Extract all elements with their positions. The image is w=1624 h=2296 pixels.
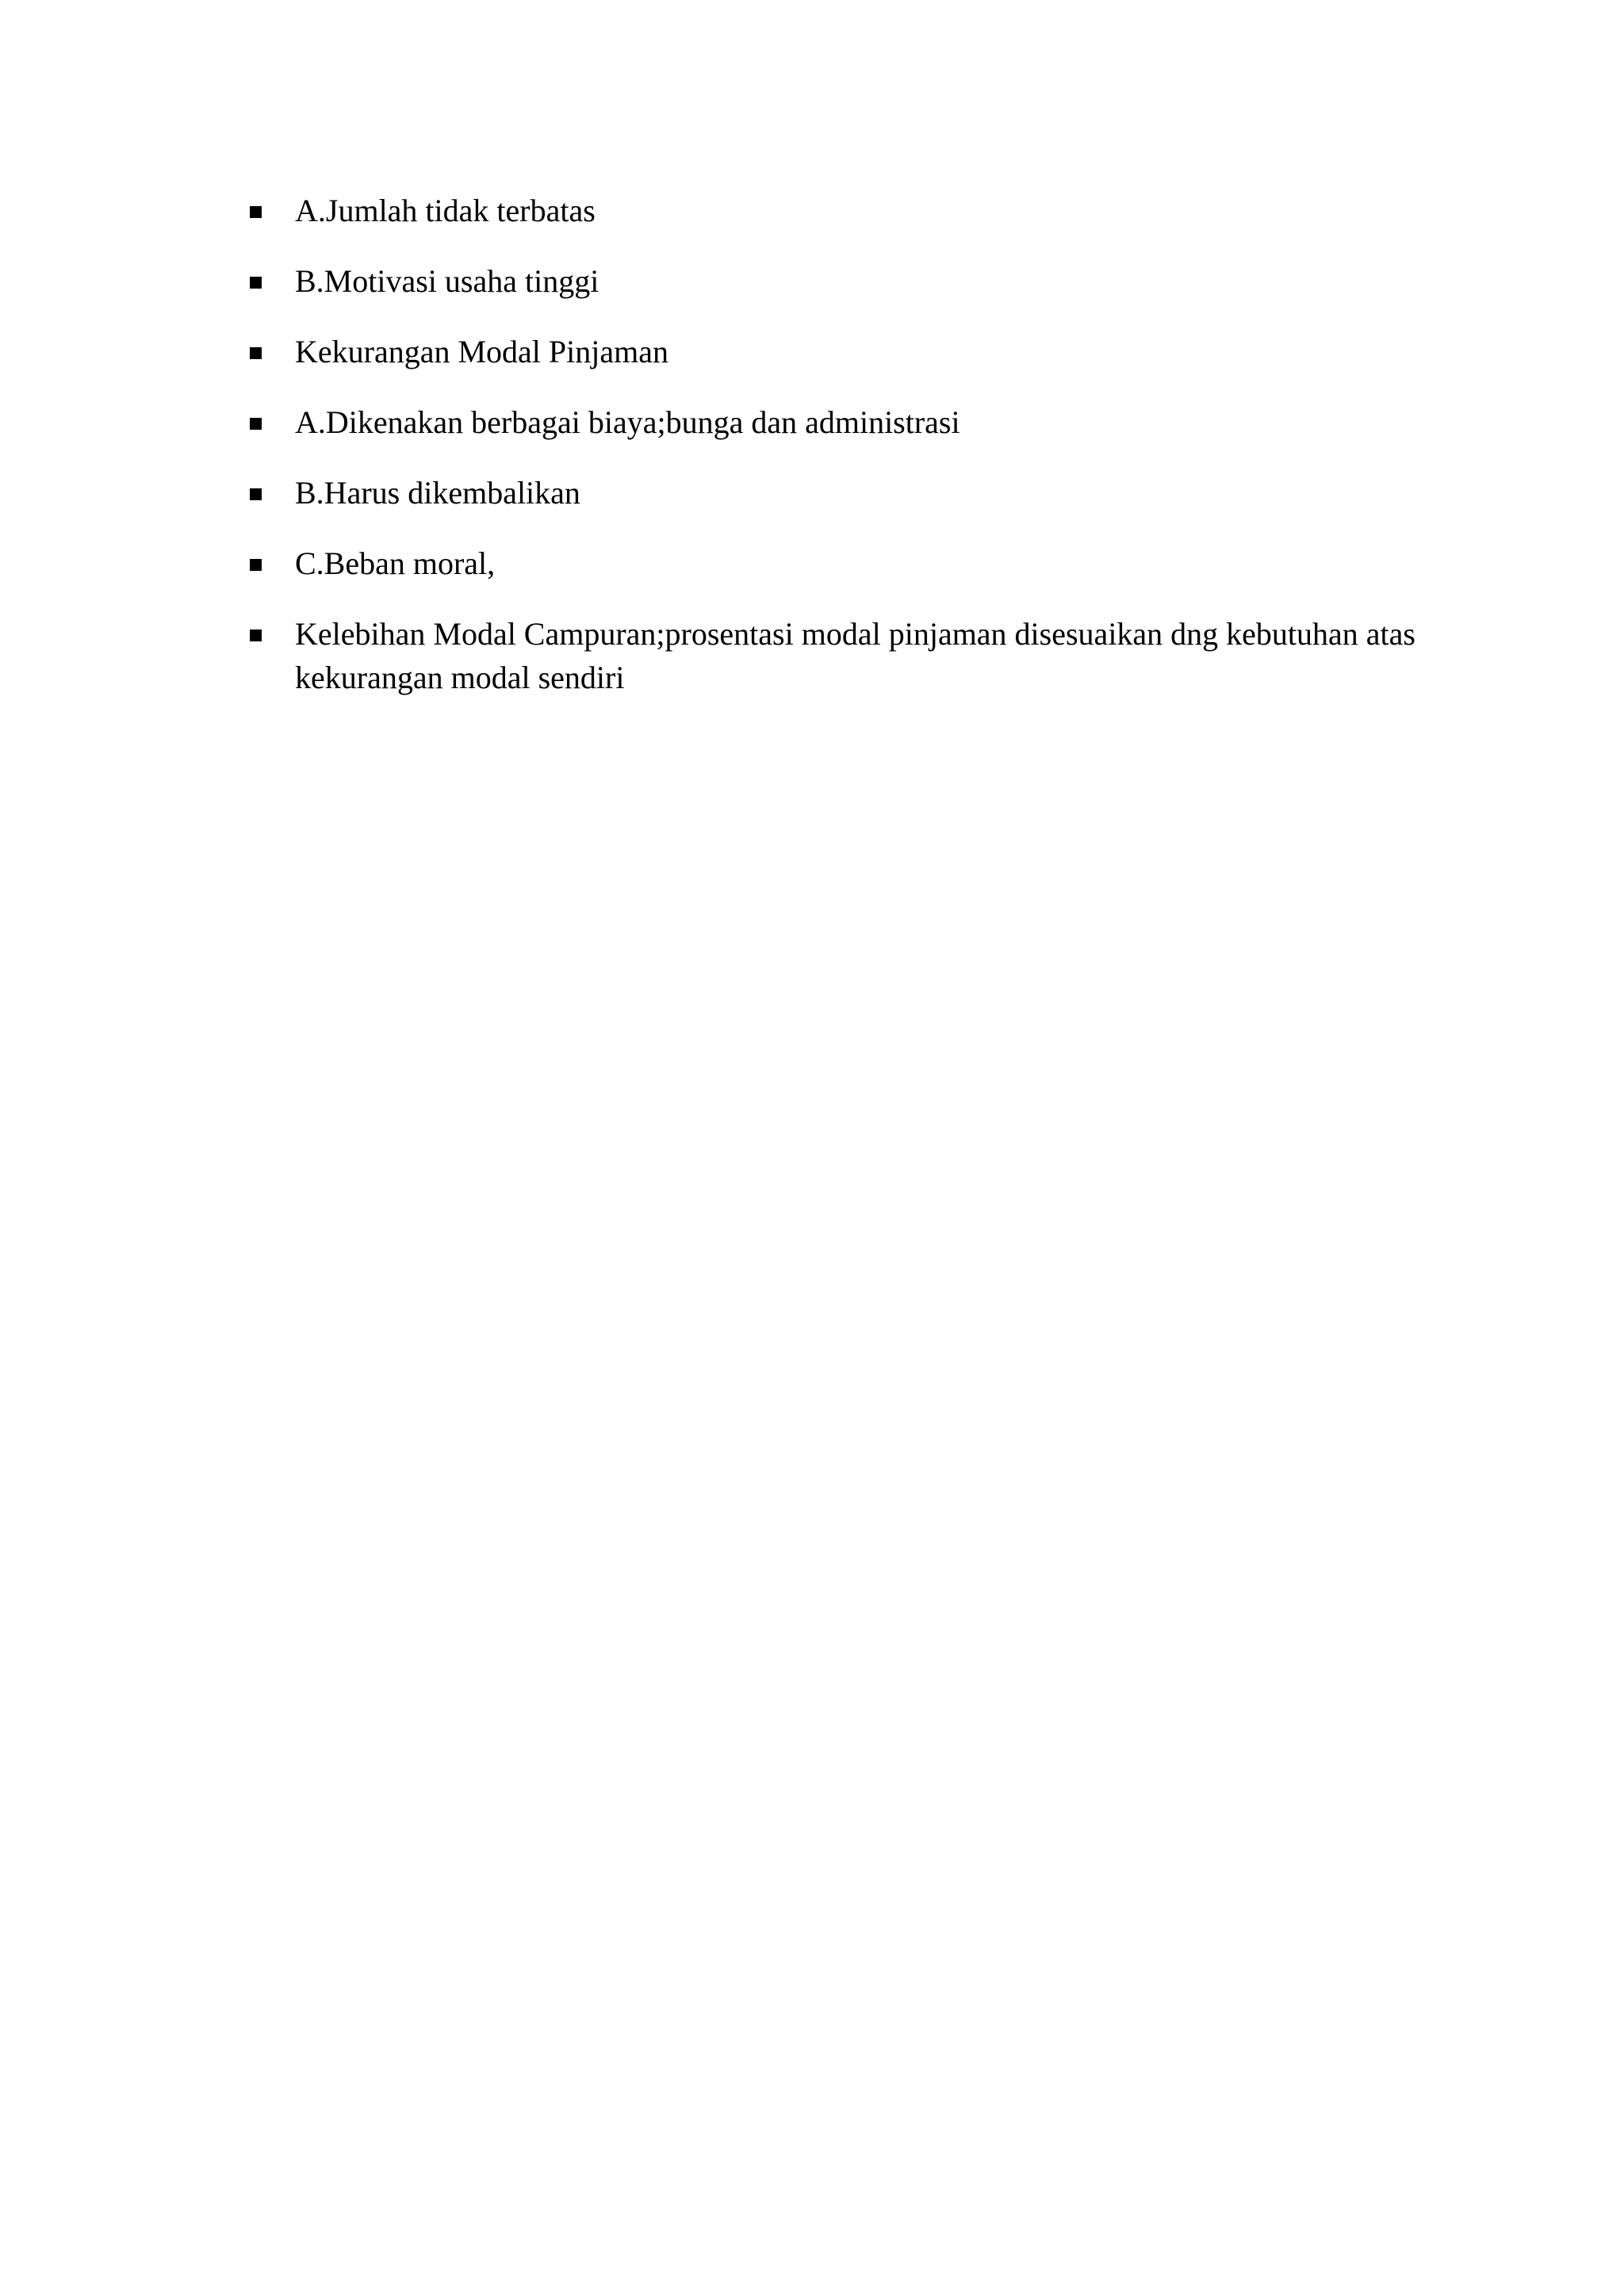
- square-bullet-icon: [250, 418, 262, 430]
- list-item-text: A.Jumlah tidak terbatas: [295, 193, 596, 228]
- list-item: [250, 189, 1439, 232]
- square-bullet-icon: [250, 629, 262, 641]
- list-item: [250, 471, 1439, 515]
- list-item: [250, 612, 1439, 699]
- list-item-text: B.Motivasi usaha tinggi: [295, 263, 599, 299]
- list-item-text: B.Harus dikembalikan: [295, 475, 580, 511]
- square-bullet-icon: [250, 559, 262, 571]
- list-item-text: Kelebihan Modal Campuran;prosentasi modal pinjaman disesuaikan dng kebutuhan atas kekurangan modal sendiri: [295, 616, 1415, 695]
- list-item: [250, 541, 1439, 585]
- square-bullet-icon: [250, 347, 262, 359]
- list-item: [250, 259, 1439, 303]
- list-item-text: A.Dikenakan berbagai biaya;bunga dan administrasi: [295, 404, 960, 440]
- square-bullet-icon: [250, 488, 262, 500]
- bullet-list: [250, 189, 1439, 726]
- square-bullet-icon: [250, 277, 262, 289]
- square-bullet-icon: [250, 206, 262, 218]
- list-item-text: Kekurangan Modal Pinjaman: [295, 334, 668, 369]
- list-item: [250, 400, 1439, 444]
- list-item: [250, 330, 1439, 373]
- list-item-text: C.Beban moral,: [295, 545, 496, 581]
